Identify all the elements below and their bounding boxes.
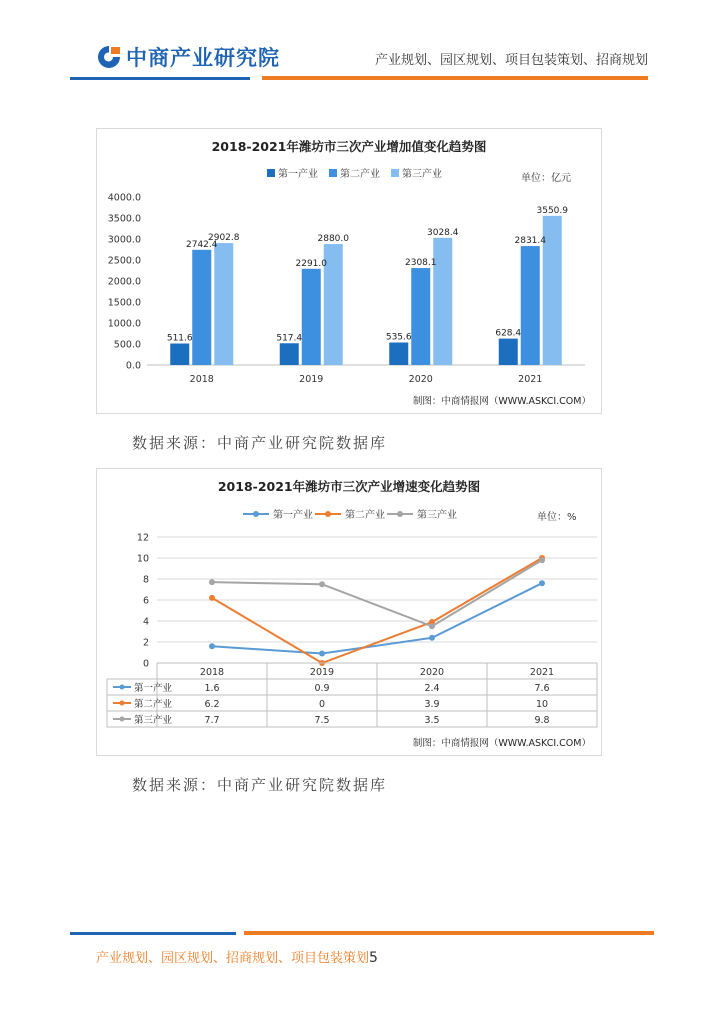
line-chart-svg	[97, 469, 601, 755]
company-logo	[96, 42, 280, 72]
table-legend-marker	[120, 701, 125, 706]
x-tick-label: 2021	[518, 374, 543, 385]
bar	[280, 343, 299, 365]
table-row-label: 第一产业	[134, 683, 173, 694]
y-tick-label: 3500.0	[107, 213, 141, 225]
x-tick-label: 2020	[408, 374, 433, 385]
table-cell: 9.8	[534, 715, 550, 726]
y-tick-label: 0.0	[125, 360, 141, 372]
data-point	[209, 579, 215, 585]
data-point	[319, 651, 325, 657]
y-tick-label: 12	[136, 532, 149, 544]
footer	[96, 947, 378, 966]
data-source-note: 数据来源：中商产业研究院数据库	[132, 776, 388, 794]
series-lines	[209, 555, 545, 666]
table-row-label: 第三产业	[134, 715, 173, 726]
bar	[389, 343, 408, 365]
bar	[302, 269, 321, 365]
data-point	[209, 643, 215, 649]
logo-text: 中商产业研究院	[126, 46, 280, 70]
table-cell: 7.5	[314, 715, 330, 726]
chart-unit: 单位：亿元	[521, 173, 571, 184]
y-tick-label: 1500.0	[107, 297, 141, 309]
legend-label: 第三产业	[402, 169, 442, 180]
y-tick-label: 500.0	[113, 339, 141, 351]
table-header-cell: 2021	[529, 667, 555, 678]
y-axis	[137, 533, 149, 670]
table-legend-marker	[120, 685, 125, 690]
legend-marker	[253, 511, 259, 517]
table-cell: 3.9	[424, 699, 440, 710]
footer-divider-orange	[244, 931, 654, 935]
legend-label: 第二产业	[340, 169, 380, 180]
header-slogan: 产业规划、园区规划、项目包装策划、招商规划	[374, 53, 648, 68]
y-tick-label: 3000.0	[107, 234, 141, 246]
bar	[433, 238, 452, 365]
chart-credit: 制图：中商情报网（WWW.ASKCI.COM）	[412, 738, 591, 749]
bar-value-label: 2880.0	[317, 234, 349, 245]
chart-credit: 制图：中商情报网（WWW.ASKCI.COM）	[412, 396, 591, 407]
chart-legend	[267, 167, 442, 180]
bar-value-label: 535.6	[385, 332, 412, 343]
bar-value-label: 511.6	[166, 333, 193, 344]
bar	[170, 344, 189, 365]
x-tick-label: 2018	[189, 374, 214, 385]
data-point	[539, 580, 545, 586]
data-point	[539, 557, 545, 563]
y-axis	[108, 193, 141, 372]
table-cell: 2.4	[424, 683, 440, 694]
bar-value-label: 2831.4	[514, 236, 546, 247]
data-point	[319, 581, 325, 587]
table-cell: 1.6	[204, 683, 220, 694]
legend-label: 第二产业	[345, 510, 385, 521]
bar-value-label: 2902.8	[208, 233, 240, 244]
y-tick-label: 4000.0	[107, 192, 141, 204]
page-number: 5	[369, 950, 378, 966]
legend-swatch	[391, 169, 399, 177]
y-tick-label: 8	[142, 574, 149, 586]
x-tick-label: 2019	[299, 374, 324, 385]
y-tick-label: 6	[142, 595, 149, 607]
bar	[411, 268, 430, 365]
table-cell: 6.2	[204, 699, 220, 710]
bar-value-label: 2291.0	[295, 258, 327, 269]
y-tick-label: 1000.0	[107, 318, 141, 330]
bar	[521, 246, 540, 365]
header-divider-orange	[262, 76, 648, 80]
legend-marker	[397, 511, 403, 517]
data-table	[107, 663, 597, 727]
bar	[214, 243, 233, 365]
chart-legend	[243, 508, 457, 521]
growth-rate-line-chart	[96, 468, 602, 756]
legend-swatch	[267, 169, 275, 177]
y-tick-label: 2000.0	[107, 276, 141, 288]
bar	[499, 339, 518, 365]
data-point	[429, 623, 435, 629]
chart-unit: 单位：%	[537, 512, 577, 523]
series-line	[212, 560, 542, 626]
x-axis	[190, 374, 543, 385]
gridlines	[157, 537, 597, 663]
table-cell: 0.9	[314, 683, 330, 694]
legend-swatch	[329, 169, 337, 177]
data-point	[429, 635, 435, 641]
table-row-label: 第二产业	[134, 699, 173, 710]
bar-value-label: 3550.9	[536, 205, 568, 216]
bar-value-label: 3028.4	[427, 227, 459, 238]
table-header-cell: 2018	[199, 667, 225, 678]
chart-title: 2018-2021年潍坊市三次产业增加值变化趋势图	[211, 139, 487, 154]
legend-label: 第一产业	[273, 510, 313, 521]
legend-label: 第三产业	[417, 510, 457, 521]
bar-value-label: 2742.4	[186, 239, 218, 250]
y-tick-label: 0	[142, 658, 149, 670]
bar-value-label: 517.4	[276, 333, 303, 344]
data-point	[209, 595, 215, 601]
table-header-cell: 2020	[419, 667, 445, 678]
bar	[192, 250, 211, 365]
legend-label: 第一产业	[278, 169, 318, 180]
chart-title: 2018-2021年潍坊市三次产业增速变化趋势图	[217, 479, 481, 494]
table-cell: 3.5	[424, 715, 440, 726]
header-divider-blue	[70, 77, 250, 80]
footer-slogan: 产业规划、园区规划、招商规划、项目包装策划	[96, 951, 370, 966]
table-cell: 7.6	[534, 683, 550, 694]
table-cell: 10	[535, 699, 549, 710]
table-legend-marker	[120, 717, 125, 722]
table-header-cell: 2019	[309, 667, 335, 678]
table-cell: 7.7	[204, 715, 220, 726]
y-tick-label: 10	[136, 553, 149, 565]
value-added-bar-chart	[96, 128, 602, 414]
legend-marker	[325, 511, 331, 517]
y-tick-label: 2500.0	[107, 255, 141, 267]
y-tick-label: 2	[142, 637, 149, 649]
bar-chart-svg	[97, 129, 601, 413]
y-tick-label: 4	[142, 616, 149, 628]
footer-divider-blue	[70, 932, 236, 935]
logo-icon	[96, 44, 122, 70]
bar-value-label: 2308.1	[405, 258, 437, 269]
table-cell: 0	[318, 699, 326, 710]
bar-value-label: 628.4	[495, 328, 522, 339]
data-source-note: 数据来源：中商产业研究院数据库	[132, 434, 388, 452]
series-line	[212, 558, 542, 663]
